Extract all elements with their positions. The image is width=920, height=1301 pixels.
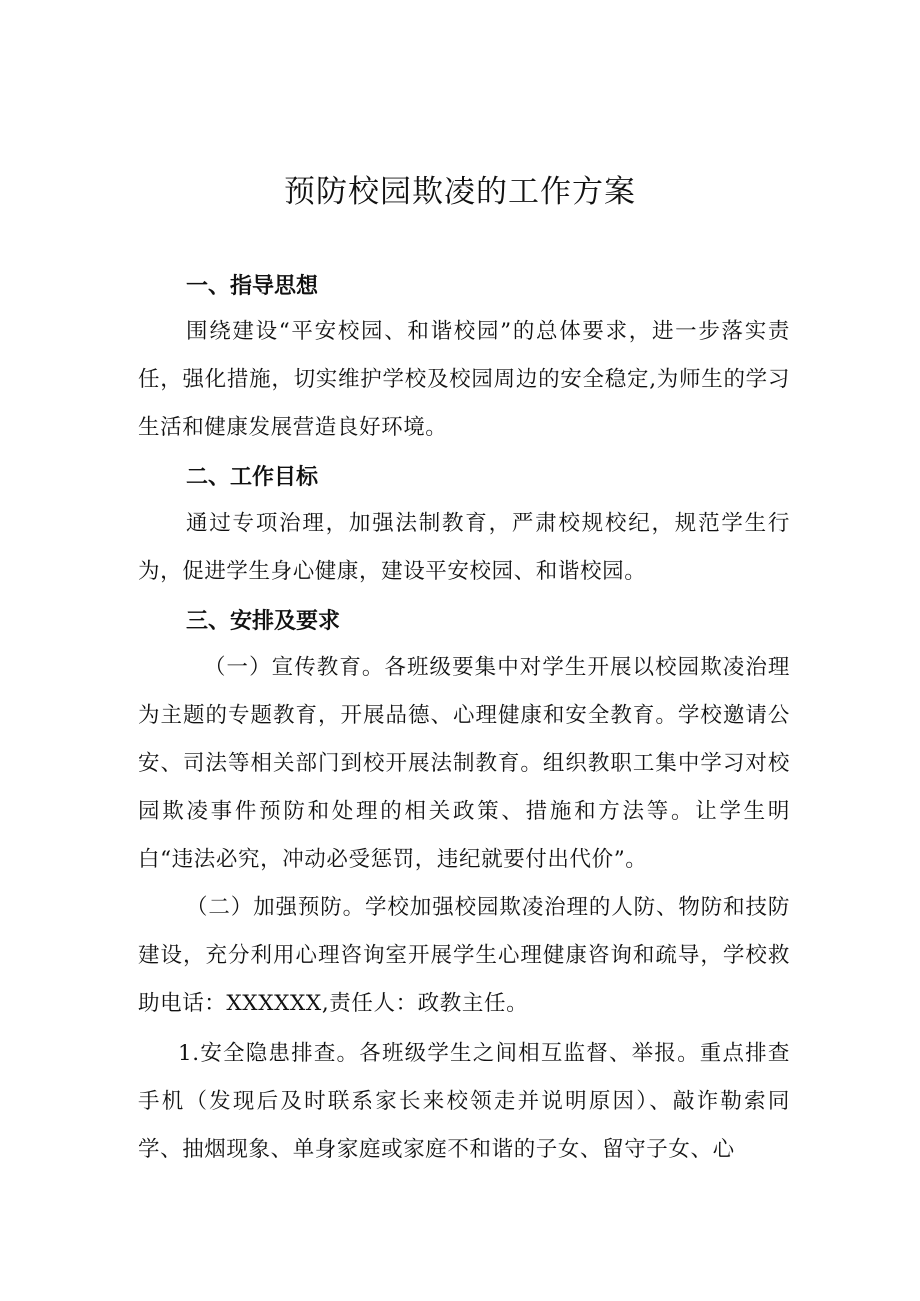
paragraph-safety-hazard-check: 1.安全隐患排查。各班级学生之间相互监督、举报。重点排查手机（发现后及时联系家长来校领走并说明原因）、敲诈勒索同学、抽烟现象、单身家庭或家庭不和谐的子女、留守子女、心 [138,1041,790,1162]
paragraph-guiding-thought: 围绕建设“平安校园、和谐校园”的总体要求，进一步落实责任，强化措施，切实维护学校及校园周边的安全稳定,为师生的学习生活和健康发展营造良好环境。 [138,319,790,440]
document-title: 预防校园欺凌的工作方案 [284,174,636,210]
section-heading-work-goals: 二、工作目标 [186,465,319,490]
paragraph-work-goals: 通过专项治理，加强法制教育，严肃校规校纪，规范学生行为，促进学生身心健康，建设平安校园、和谐校园。 [138,511,790,584]
section-heading-arrangements: 三、安排及要求 [186,609,341,634]
paragraph-publicity-education: （一）宣传教育。各班级要集中对学生开展以校园欺凌治理为主题的专题教育，开展品德、心理健康和安全教育。学校邀请公安、司法等相关部门到校开展法制教育。组织教职工集中学习对校园欺凌事件预防和处理的相关政策、措施和方法等。让学生明白“违法必究，冲动必受惩罚，违纪就要付出代价”。 [138,655,790,872]
section-heading-guiding-thought: 一、指导思想 [186,274,319,299]
paragraph-strengthen-prevention: （二）加强预防。学校加强校园欺凌治理的人防、物防和技防建设，充分利用心理咨询室开展学生心理健康咨询和疏导，学校救助电话：XXXXXX,责任人：政教主任。 [138,895,790,1016]
